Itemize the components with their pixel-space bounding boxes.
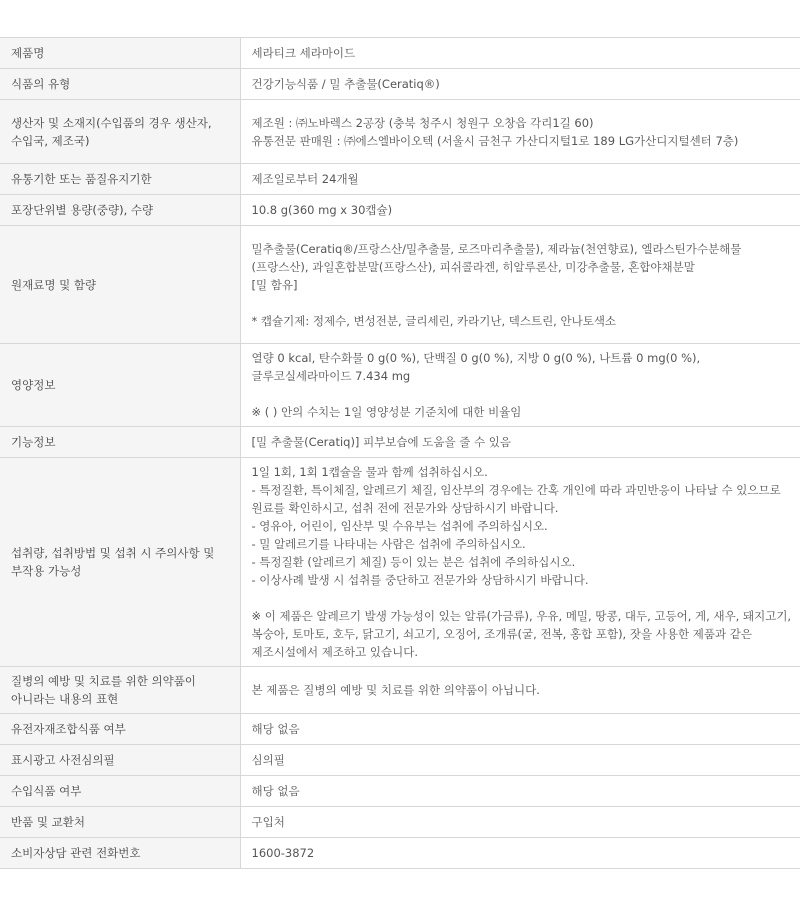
info-row-expiry [0, 164, 800, 195]
row-value [240, 69, 800, 100]
row-value [240, 38, 800, 69]
value-line: 1일 1회, 1회 1캡슐을 물과 함께 섭취하십시오. [251, 465, 488, 479]
row-value [240, 838, 800, 869]
info-row-imported [0, 776, 800, 807]
info-row-product-name [0, 38, 800, 69]
row-label: 유통기한 또는 품질유지기한 [0, 164, 240, 195]
row-label: 식품의 유형 [0, 69, 240, 100]
value-line: ※ 이 제품은 알레르기 발생 가능성이 있는 알류(가금류), 우유, 메밀, 땅콩, 대두, 고등어, 게, 새우, 돼지고기, 복숭아, 토마토, 호두, 닭고기, 쇠고기, 오징어, 조개류(굴, 전복, 홍합 포함), 잣을 사용한 제품과 같은 제조시설에서 제조하고 있습니다. [251, 609, 792, 659]
row-value [240, 427, 800, 458]
value-spacer [252, 385, 793, 403]
value-line: 구입처 [251, 815, 285, 829]
value-line: * 캡슐기제: 정제수, 변성전분, 글리세린, 카라기난, 덱스트린, 안나토색소 [251, 313, 617, 328]
row-label: 원재료명 및 함량 [0, 226, 240, 344]
row-label: 포장단위별 용량(중량), 수량 [0, 195, 240, 226]
value-line: 10.8 g(360 mg x 30캡슐) [251, 203, 393, 217]
row-label: 유전자재조합식품 여부 [0, 714, 240, 745]
value-line: [밀 추출물(Ceratiq)] 피부보습에 도움을 줄 수 있음 [251, 435, 512, 449]
value-line: ※ ( ) 안의 수치는 1일 영양성분 기준치에 대한 비율임 [251, 405, 522, 419]
row-label: 생산자 및 소재지(수입품의 경우 생산자, 수입국, 제조국) [0, 100, 240, 164]
product-info-table [0, 37, 800, 869]
value-line: 건강기능식품 / 밀 추출물(Ceratiq®) [251, 77, 440, 91]
row-label: 영양정보 [0, 344, 240, 427]
value-line: 해당 없음 [251, 722, 300, 736]
row-value [240, 226, 800, 344]
value-line: 제조일로부터 24개월 [251, 172, 359, 186]
value-line: 심의필 [251, 753, 285, 767]
value-line: 1600-3872 [251, 846, 315, 860]
value-line: 본 제품은 질병의 예방 및 치료를 위한 의약품이 아닙니다. [251, 683, 540, 697]
value-line: 해당 없음 [251, 784, 300, 798]
row-label: 기능정보 [0, 427, 240, 458]
info-row-ingredients [0, 226, 800, 344]
info-row-not-medicine [0, 667, 800, 714]
row-label: 질병의 예방 및 치료를 위한 의약품이 아니라는 내용의 표현 [0, 667, 240, 714]
value-line: 열량 0 kcal, 탄수화물 0 g(0 %), 단백질 0 g(0 %), 지방 0 g(0 %), 나트륨 0 mg(0 %), 글루코실세라마이드 7.434 mg [251, 351, 701, 383]
row-label: 섭취량, 섭취방법 및 섭취 시 주의사항 및 부작용 가능성 [0, 458, 240, 667]
value-line: 유통전문 판매원 : ㈜에스엘바이오텍 (서울시 금천구 가산디지털1로 189 LG가산디지털센터 7층) [251, 133, 739, 148]
info-row-intake-caution [0, 458, 800, 667]
info-row-gmo [0, 714, 800, 745]
info-row-package-size [0, 195, 800, 226]
value-spacer [252, 294, 793, 312]
value-spacer [252, 589, 793, 607]
row-value [240, 195, 800, 226]
row-value [240, 807, 800, 838]
row-value [240, 344, 800, 427]
info-row-return-exchange [0, 807, 800, 838]
value-line: 세라티크 세라마이드 [251, 46, 356, 60]
row-value [240, 100, 800, 164]
info-row-manufacturer [0, 100, 800, 164]
value-line: 제조원 : ㈜노바렉스 2공장 (충북 청주시 청원구 오창읍 각리1길 60) [251, 115, 594, 130]
info-row-food-type [0, 69, 800, 100]
row-value [240, 164, 800, 195]
row-value [240, 776, 800, 807]
value-line: - 영유아, 어린이, 임산부 및 수유부는 섭취에 주의하십시오. [251, 519, 548, 533]
info-row-consumer-phone [0, 838, 800, 869]
row-value [240, 667, 800, 714]
row-label: 소비자상담 관련 전화번호 [0, 838, 240, 869]
row-value [240, 458, 800, 667]
row-value [240, 714, 800, 745]
value-line: - 특정질환, 특이체질, 알레르기 체질, 임산부의 경우에는 간혹 개인에 따라 과민반응이 나타날 수 있으므로 원료를 확인하시고, 섭취 전에 전문가와 상담하시기 바랍니다. [251, 483, 781, 515]
info-row-nutrition [0, 344, 800, 427]
info-row-function [0, 427, 800, 458]
row-value [240, 745, 800, 776]
value-line: - 특정질환 (알레르기 체질) 등이 있는 분은 섭취에 주의하십시오. [251, 555, 576, 569]
row-label: 수입식품 여부 [0, 776, 240, 807]
product-info-table-body [0, 38, 800, 869]
value-line: - 이상사례 발생 시 섭취를 중단하고 전문가와 상담하시기 바랍니다. [251, 573, 589, 587]
value-line: [밀 함유] [251, 277, 298, 292]
row-label: 제품명 [0, 38, 240, 69]
row-label: 반품 및 교환처 [0, 807, 240, 838]
info-row-ad-review [0, 745, 800, 776]
value-line: - 밀 알레르기를 나타내는 사람은 섭취에 주의하십시오. [251, 537, 526, 551]
value-line: 밀추출물(Ceratiq®/프랑스산/밀추출물, 로즈마리추출물), 제라늄(천연향료), 엘라스틴가수분해물(프랑스산), 과일혼합분말(프랑스산), 피쉬콜라겐, 히알루론산, 미강추출물, 혼합야채분말 [251, 241, 742, 274]
row-label: 표시광고 사전심의필 [0, 745, 240, 776]
